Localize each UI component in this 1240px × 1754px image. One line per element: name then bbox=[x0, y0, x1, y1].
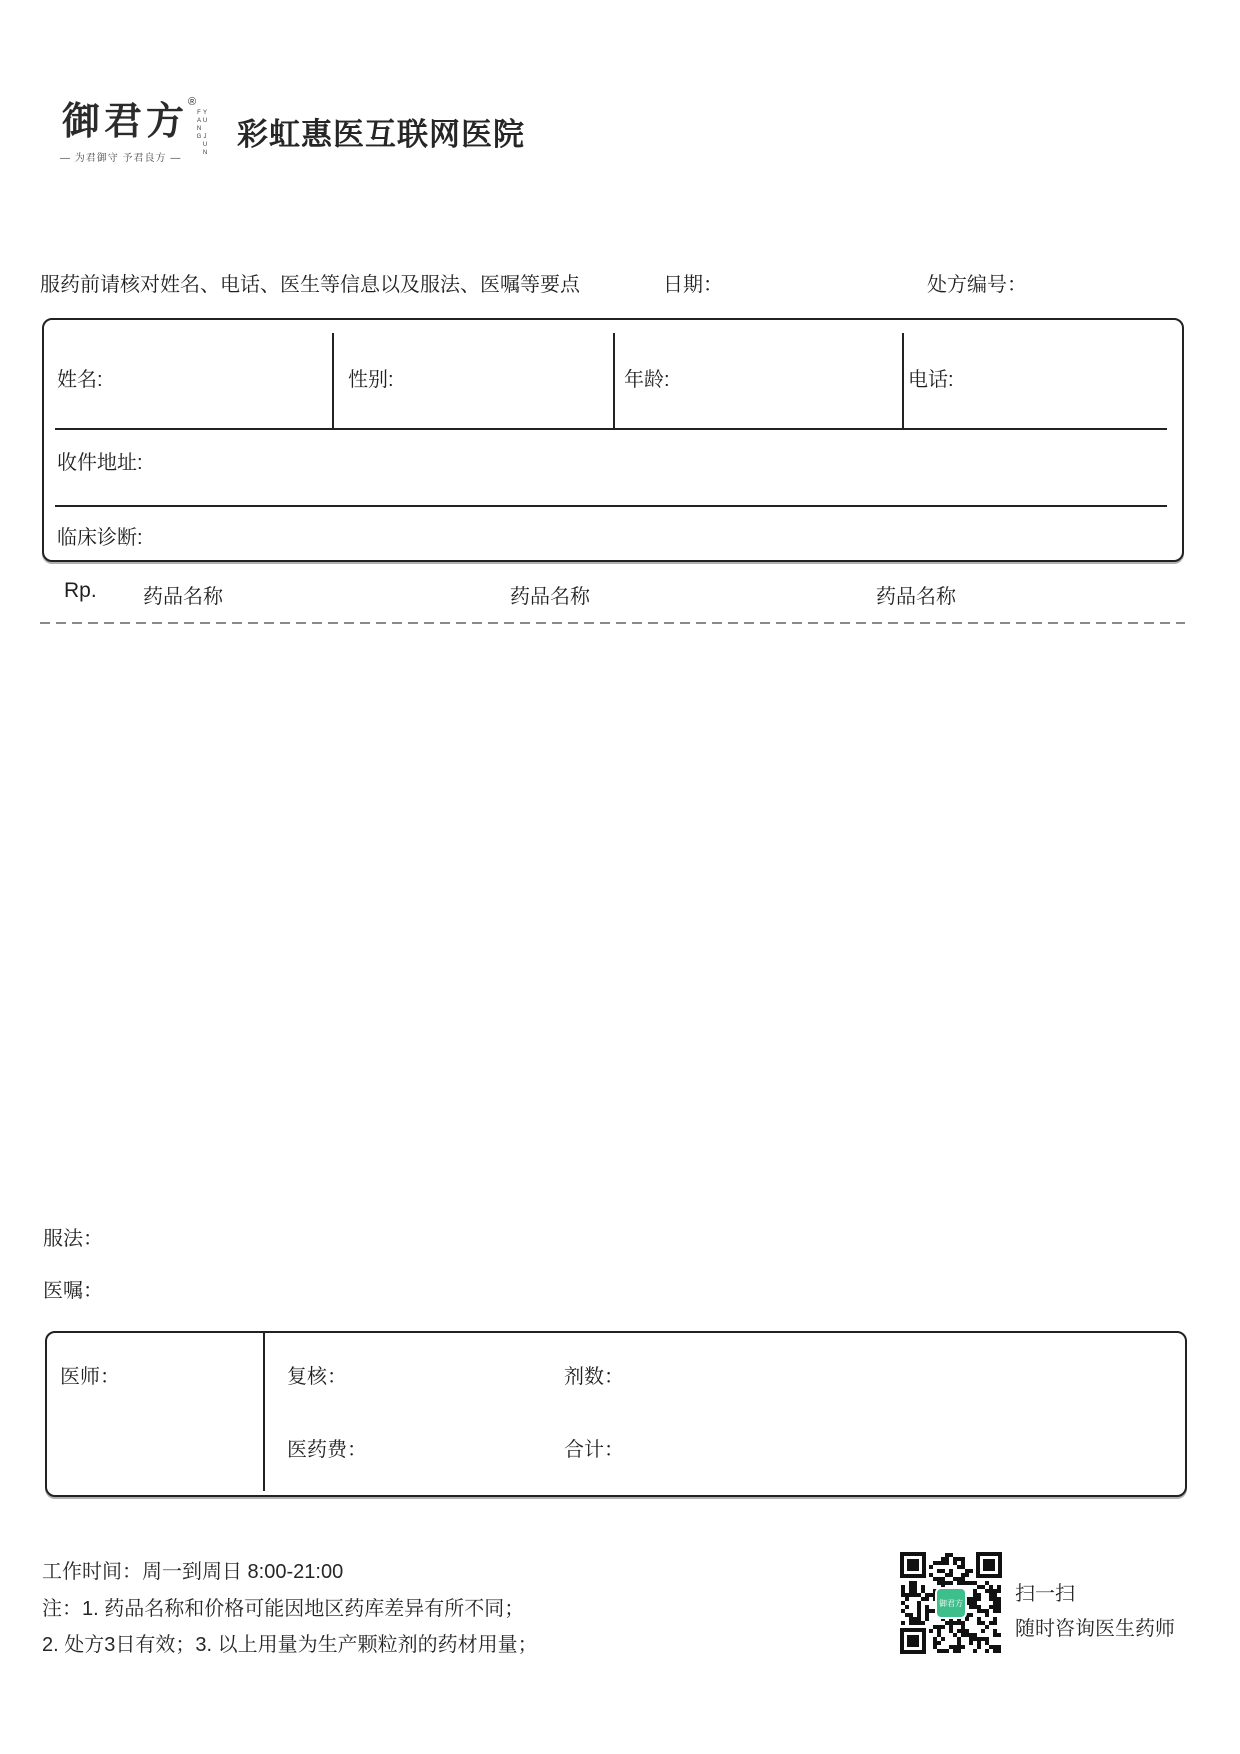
review-label: 复核： bbox=[287, 1366, 347, 1388]
medicine-fee-label: 医药费： bbox=[287, 1439, 367, 1461]
patient-name-label: 姓名: bbox=[57, 369, 103, 391]
patient-gender-label: 性别: bbox=[348, 369, 394, 391]
patient-box-divider bbox=[332, 333, 334, 428]
signoff-box-divider bbox=[263, 1333, 265, 1491]
hospital-title: 彩虹惠医互联网医院 bbox=[237, 117, 525, 152]
qr-finder-icon bbox=[900, 1628, 926, 1654]
rx-number-label: 处方编号： bbox=[927, 274, 1027, 296]
doctor-advice-label: 医嘱： bbox=[43, 1280, 103, 1302]
qr-code bbox=[900, 1552, 1002, 1654]
qr-finder-icon bbox=[900, 1552, 926, 1578]
brand-logo: 御君方 bbox=[62, 98, 189, 143]
patient-box-divider bbox=[613, 333, 615, 428]
clinical-diagnosis-label: 临床诊断: bbox=[57, 527, 143, 549]
usage-label: 服法： bbox=[43, 1228, 103, 1250]
patient-box-row-separator bbox=[55, 428, 1167, 430]
qr-consult-label: 随时咨询医生药师 bbox=[1015, 1618, 1175, 1640]
drug-name-column-header: 药品名称 bbox=[876, 586, 956, 608]
work-hours: 工作时间：周一到周日 8:00-21:00 bbox=[42, 1561, 344, 1583]
qr-scan-label: 扫一扫 bbox=[1015, 1583, 1075, 1605]
total-label: 合计： bbox=[564, 1439, 624, 1461]
drug-name-column-header: 药品名称 bbox=[510, 586, 590, 608]
patient-phone-label: 电话: bbox=[908, 369, 954, 391]
date-label: 日期： bbox=[663, 274, 723, 296]
dose-count-label: 剂数： bbox=[564, 1366, 624, 1388]
registered-trademark-icon: ® bbox=[188, 96, 197, 108]
signoff-box bbox=[45, 1331, 1187, 1497]
qr-finder-icon bbox=[976, 1552, 1002, 1578]
brand-tagline: — 为君御守 予君良方 — bbox=[60, 153, 182, 164]
patient-age-label: 年龄: bbox=[624, 369, 670, 391]
verification-notice: 服药前请核对姓名、电话、医生等信息以及服法、医嘱等要点 bbox=[40, 274, 580, 296]
footer-note-2: 2. 处方3日有效；3. 以上用量为生产颗粒剂的药材用量； bbox=[42, 1634, 538, 1656]
patient-box-row-separator bbox=[55, 505, 1167, 507]
physician-label: 医师： bbox=[60, 1366, 120, 1388]
patient-box-divider bbox=[902, 333, 904, 428]
brand-logo-pinyin: YU JUN FANG bbox=[196, 110, 208, 158]
drug-name-column-header: 药品名称 bbox=[143, 586, 223, 608]
dashed-separator bbox=[40, 622, 1185, 624]
shipping-address-label: 收件地址: bbox=[57, 452, 143, 474]
footer-note-1: 注：1. 药品名称和价格可能因地区药库差异有所不同； bbox=[42, 1598, 525, 1620]
rp-label: Rp. bbox=[64, 579, 97, 602]
qr-brand-badge: 御君方 bbox=[935, 1587, 967, 1619]
